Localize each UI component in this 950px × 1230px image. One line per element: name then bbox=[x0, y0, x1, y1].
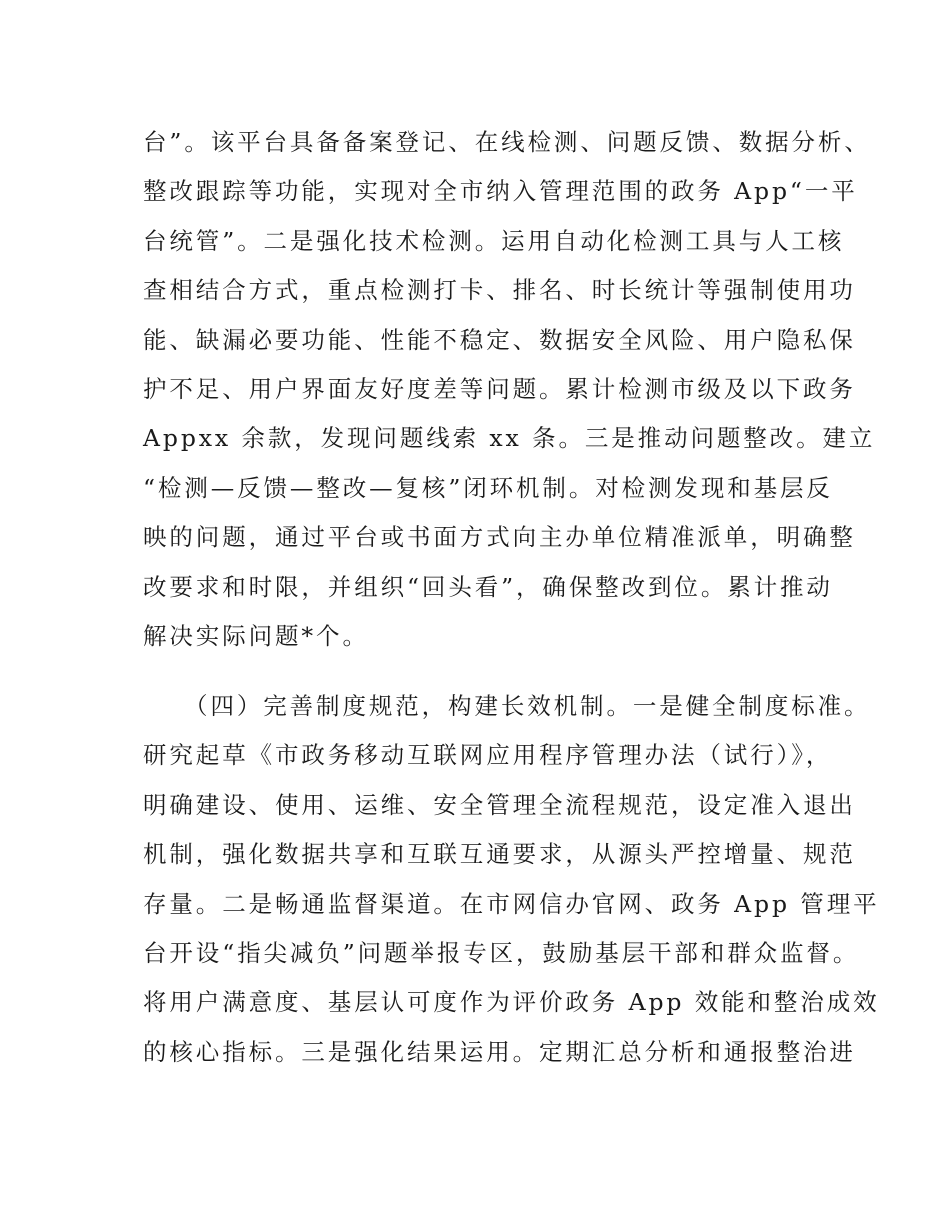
text-line: 护不足、用户界面友好度差等问题。累计检测市级及以下政务 bbox=[143, 374, 856, 403]
text-line: 机制，强化数据共享和互联互通要求，从源头严控增量、规范 bbox=[143, 840, 856, 869]
section-heading-line: （四）完善制度规范，构建长效机制。一是健全制度标准。 bbox=[143, 692, 871, 720]
text-line: 映的问题，通过平台或书面方式向主办单位精准派单，明确整 bbox=[143, 523, 856, 552]
text-line: 查相结合方式，重点检测打卡、排名、时长统计等强制使用功 bbox=[143, 276, 856, 305]
text-line: 解决实际问题*个。 bbox=[143, 621, 369, 650]
text-line: 研究起草《市政务移动互联网应用程序管理办法（试行）》， bbox=[143, 741, 833, 770]
text-line: 的核心指标。三是强化结果运用。定期汇总分析和通报整治进 bbox=[143, 1037, 856, 1066]
text-line: 将用户满意度、基层认可度作为评价政务 App 效能和整治成效 bbox=[143, 988, 880, 1017]
text-line: 台统管”。二是强化技术检测。运用自动化检测工具与人工核 bbox=[143, 226, 845, 255]
text-line: 能、缺漏必要功能、性能不稳定、数据安全风险、用户隐私保 bbox=[143, 325, 856, 354]
text-line: 整改跟踪等功能，实现对全市纳入管理范围的政务 App“一平 bbox=[143, 177, 858, 206]
text-line: 改要求和时限，并组织“回头看”，确保整改到位。累计推动 bbox=[143, 572, 833, 601]
text-line: “检测—反馈—整改—复核”闭环机制。对检测发现和基层反 bbox=[143, 473, 833, 502]
text-line: 台”。该平台具备备案登记、在线检测、问题反馈、数据分析、 bbox=[143, 128, 871, 156]
paragraph-section-four bbox=[143, 682, 880, 1077]
text-line: 存量。二是畅通监督渠道。在市网信办官网、政务 App 管理平 bbox=[143, 889, 880, 918]
text-line: 台开设“指尖减负”问题举报专区，鼓励基层干部和群众监督。 bbox=[143, 938, 860, 967]
paragraph-app-platform bbox=[143, 118, 876, 661]
text-line: Appxx 余款，发现问题线索 xx 条。三是推动问题整改。建立 bbox=[143, 424, 876, 453]
text-line: 明确建设、使用、运维、安全管理全流程规范，设定准入退出 bbox=[143, 790, 856, 819]
